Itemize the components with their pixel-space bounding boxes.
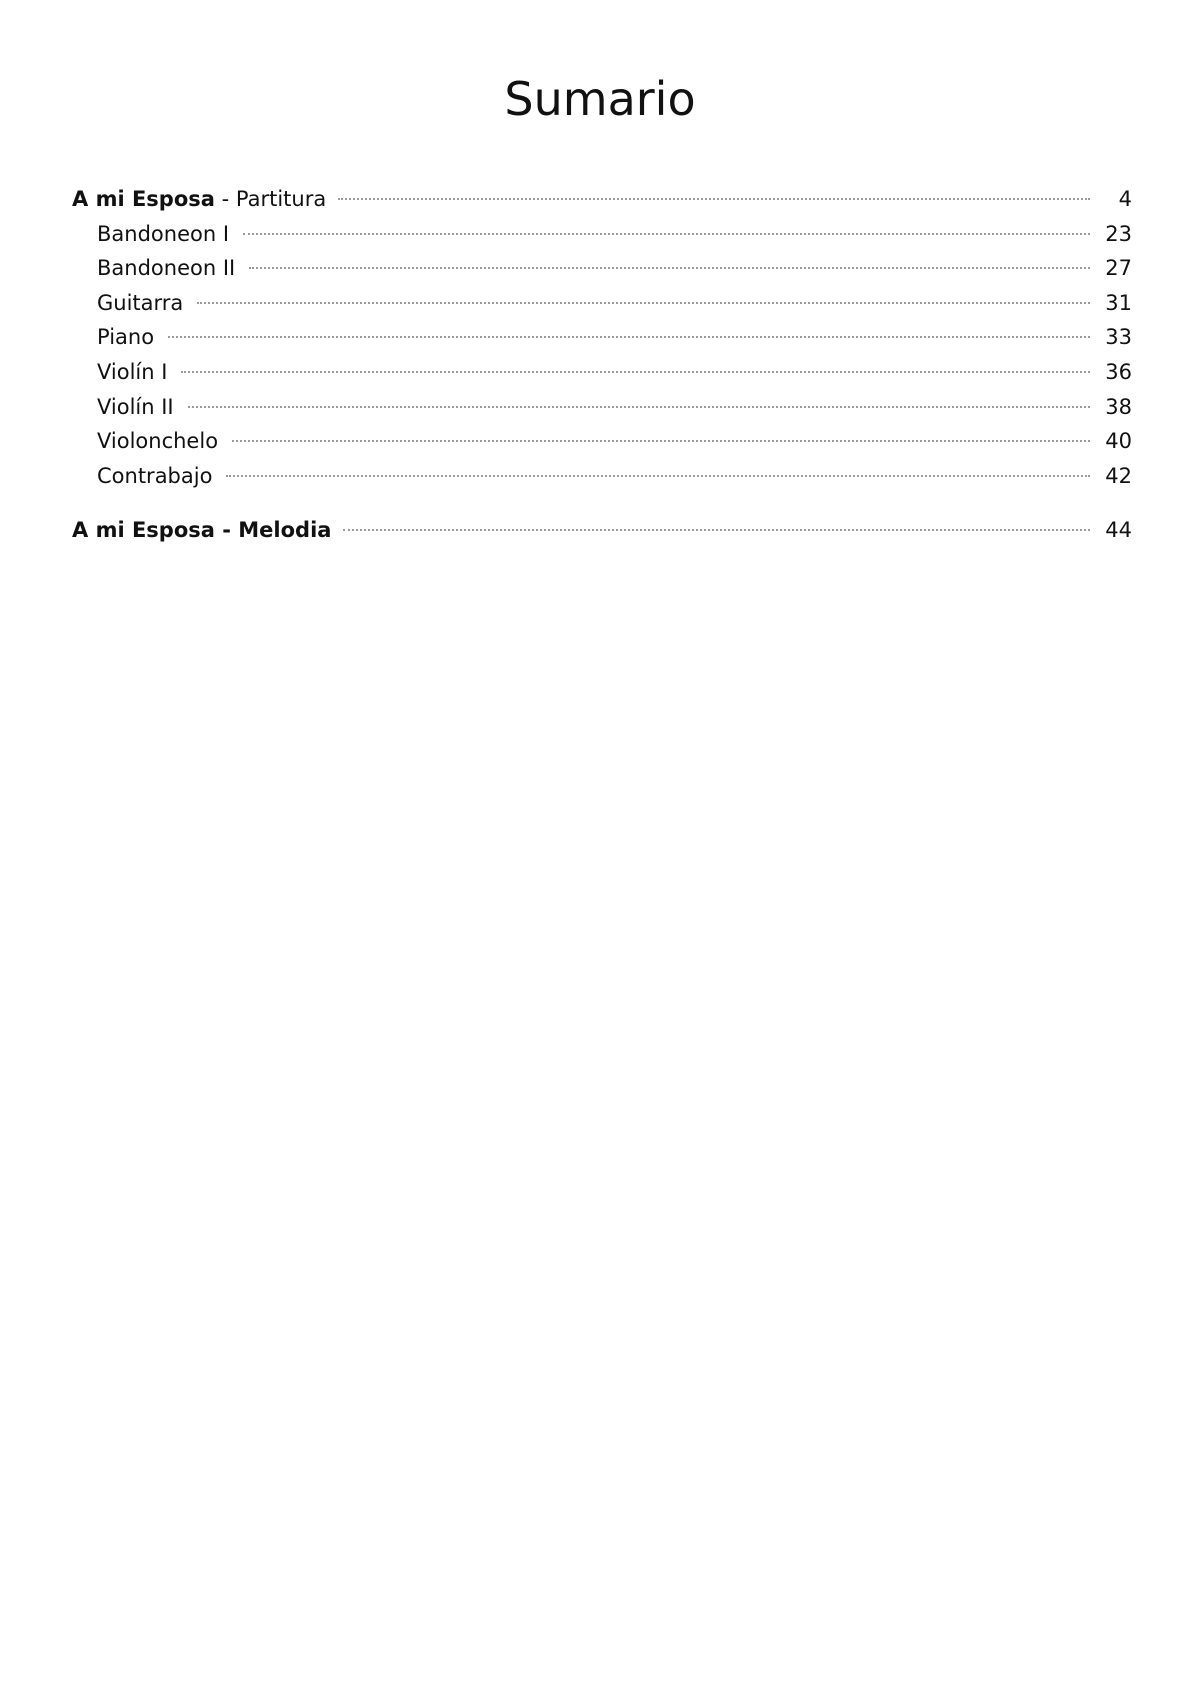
toc-entry-title: Piano [97, 325, 155, 350]
dot-leader [249, 267, 1090, 269]
dot-leader [343, 529, 1090, 531]
toc-entry-title: Violín I [97, 359, 168, 384]
toc-entry-title: Violonchelo [97, 429, 219, 454]
toc-entry-page: 40 [1105, 429, 1132, 454]
dot-leader [232, 440, 1090, 442]
toc-entry-page: 44 [1105, 518, 1132, 543]
toc-entry-partitura[interactable] [72, 182, 1132, 217]
toc-entry-title: Bandoneon II [97, 256, 236, 281]
toc-entry-violonchelo[interactable] [72, 424, 1132, 459]
toc-entry-title-rest: - Partitura [214, 187, 327, 211]
toc-entry-page: 27 [1105, 256, 1132, 281]
toc-entry-page: 38 [1105, 394, 1132, 419]
dot-leader [226, 475, 1090, 477]
toc-entry-title-bold: A mi Esposa - Melodia [72, 518, 332, 543]
dot-leader [181, 371, 1090, 373]
dot-leader [168, 336, 1090, 338]
toc-entry-melodia[interactable] [72, 513, 1132, 548]
toc-entry-page: 42 [1105, 463, 1132, 488]
toc-entry-title: Contrabajo [97, 463, 213, 488]
table-of-contents [72, 182, 1132, 548]
toc-entry-title: Violín II [97, 394, 174, 419]
dot-leader [188, 406, 1090, 408]
dot-leader [338, 198, 1090, 200]
toc-entry-title [72, 513, 343, 548]
toc-entry-page: 31 [1105, 290, 1132, 315]
toc-entry-bandoneon-ii[interactable] [72, 251, 1132, 286]
toc-entry-page: 36 [1105, 359, 1132, 384]
toc-entry-piano[interactable] [72, 320, 1132, 355]
toc-entry-title: Guitarra [97, 290, 184, 315]
dot-leader [197, 302, 1090, 304]
toc-entry-title-bold: A mi Esposa [72, 187, 215, 211]
toc-entry-page: 23 [1105, 221, 1132, 246]
toc-entry-violin-ii[interactable] [72, 390, 1132, 425]
dot-leader [243, 233, 1090, 235]
toc-entry-page: 33 [1105, 325, 1132, 350]
toc-entry-title [72, 182, 338, 217]
toc-entry-title: Bandoneon I [97, 221, 230, 246]
toc-entry-page: 4 [1118, 187, 1132, 211]
toc-entry-guitarra[interactable] [72, 286, 1132, 321]
toc-entry-contrabajo[interactable] [72, 459, 1132, 494]
toc-entry-bandoneon-i[interactable] [72, 217, 1132, 252]
toc-entry-violin-i[interactable] [72, 355, 1132, 390]
page-title: Sumario [504, 72, 696, 126]
